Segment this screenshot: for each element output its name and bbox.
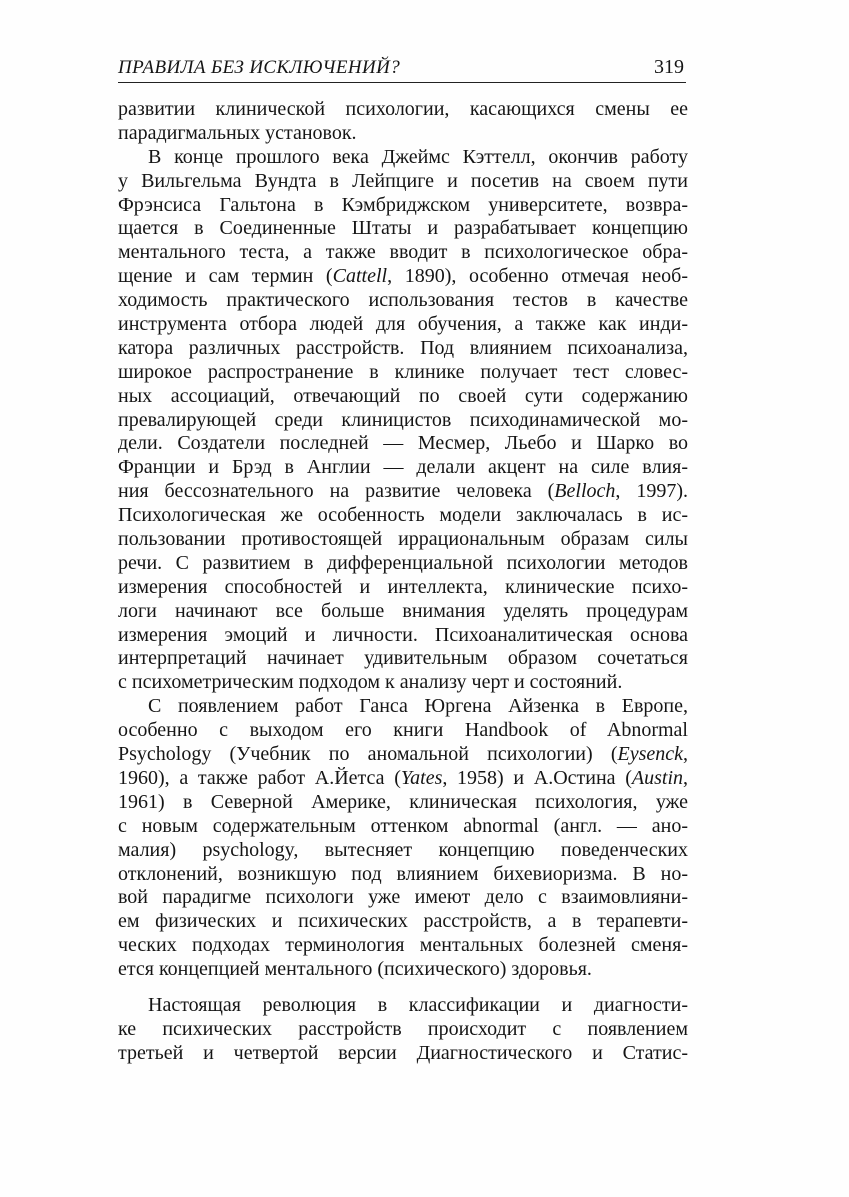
- text-line: вой парадигме психологи уже имеют дело с взаимовлияни-: [118, 886, 688, 909]
- text-run: 1960), а также работ А.Йетса (: [118, 766, 401, 789]
- citation-author: Eysenck: [617, 743, 683, 766]
- text-line: дели. Создатели последней — Месмер, Льебо и Шарко во: [118, 432, 688, 455]
- text-line: речи. С развитием в дифференциальной психологии методов: [118, 551, 688, 574]
- text-run: , 1890), особенно отмечая необ-: [387, 265, 688, 288]
- paragraph-1: [118, 98, 688, 146]
- text-line: Фрэнсиса Гальтона в Кэмбриджском университете, возвра-: [118, 193, 688, 216]
- text-line: отклонений, возникшую под влиянием бихевиоризма. В но-: [118, 862, 688, 885]
- text-line: парадигмальных установок.: [118, 121, 357, 144]
- text-run: ,: [683, 743, 688, 766]
- paragraph-4: [118, 994, 688, 1066]
- text-run: ния бессознательного на развитие человека (: [118, 480, 555, 503]
- paragraph-3: [118, 695, 688, 982]
- text-line: ем физических и психических расстройств, а в терапевти-: [118, 910, 688, 933]
- text-line: С появлением работ Ганса Юргена Айзенка в Европе,: [148, 695, 688, 718]
- paragraph-gap: [118, 982, 688, 994]
- body-text: [118, 98, 688, 1066]
- citation-author: Austin: [631, 766, 684, 789]
- text-line: [118, 743, 688, 767]
- text-line: 1961) в Северной Америке, клиническая психология, уже: [118, 790, 688, 813]
- text-line: интерпретаций начинает удивительным образом сочетаться: [118, 647, 688, 670]
- text-line: В конце прошлого века Джеймс Кэттелл, окончив работу: [148, 145, 688, 168]
- text-run: Psychology (Учебник по аномальной психологии) (: [118, 743, 618, 766]
- text-line: превалирующей среди клиницистов психодинамической мо-: [118, 408, 688, 431]
- text-line: пользовании противостоящей иррациональным образам силы: [118, 528, 688, 551]
- text-line: ке психических расстройств происходит с появлением: [118, 1017, 688, 1040]
- text-line: ментального теста, а также вводит в психологическое обра-: [118, 241, 688, 264]
- text-run: , 1997).: [615, 480, 688, 503]
- text-line: у Вильгельма Вундта в Лейпциге и посетив на своем пути: [118, 169, 688, 192]
- text-line: [118, 767, 688, 791]
- text-line: ется концепцией ментального (психического) здоровья.: [118, 958, 592, 981]
- text-line: широкое распространение в клинике получает тест словес-: [118, 360, 688, 383]
- text-line: [118, 480, 688, 504]
- text-line: [118, 265, 688, 289]
- text-line: особенно с выходом его книги Handbook of Abnormal: [118, 719, 688, 742]
- text-line: щается в Соединенные Штаты и разрабатывает концепцию: [118, 217, 688, 240]
- text-line: логи начинают все больше внимания уделять процедурам: [118, 599, 688, 622]
- page-header: [118, 50, 686, 83]
- text-run: , 1958) и А.Остина (: [442, 766, 632, 789]
- text-line: развитии клинической психологии, касающихся смены ее: [118, 98, 688, 120]
- text-line: измерения эмоций и личности. Психоаналитическая основа: [118, 623, 688, 646]
- text-line: ходимость практического использования тестов в качестве: [118, 289, 688, 312]
- citation-author: Cattell: [332, 265, 388, 288]
- text-line: инструмента отбора людей для обучения, а также как инди-: [118, 313, 688, 336]
- text-line: третьей и четвертой версии Диагностического и Статис-: [118, 1041, 688, 1064]
- citation-author: Yates: [400, 766, 443, 789]
- text-line: ных ассоциаций, отвечающий по своей сути содержанию: [118, 384, 688, 407]
- text-run: ,: [683, 766, 688, 789]
- text-line: с психометрическим подходом к анализу черт и состояний.: [118, 671, 623, 694]
- text-line: с новым содержательным оттенком abnormal (англ. — ано-: [118, 814, 688, 837]
- citation-author: Belloch: [554, 480, 616, 503]
- text-line: катора различных расстройств. Под влиянием психоанализа,: [118, 336, 688, 359]
- paragraph-2: [118, 146, 688, 695]
- text-line: малия) psychology, вытесняет концепцию поведенческих: [118, 838, 688, 861]
- text-line: ческих подходах терминология ментальных болезней сменя-: [118, 934, 688, 957]
- text-line: Франции и Брэд в Англии — делали акцент на силе влия-: [118, 456, 688, 479]
- text-run: щение и сам термин (: [118, 265, 333, 288]
- running-title: ПРАВИЛА БЕЗ ИСКЛЮЧЕНИЙ?: [118, 57, 401, 78]
- text-line: Настоящая революция в классификации и диагности-: [148, 993, 688, 1016]
- text-line: Психологическая же особенность модели заключалась в ис-: [118, 504, 688, 527]
- page-number: 319: [654, 56, 684, 78]
- text-line: измерения способностей и интеллекта, клинические психо-: [118, 575, 688, 598]
